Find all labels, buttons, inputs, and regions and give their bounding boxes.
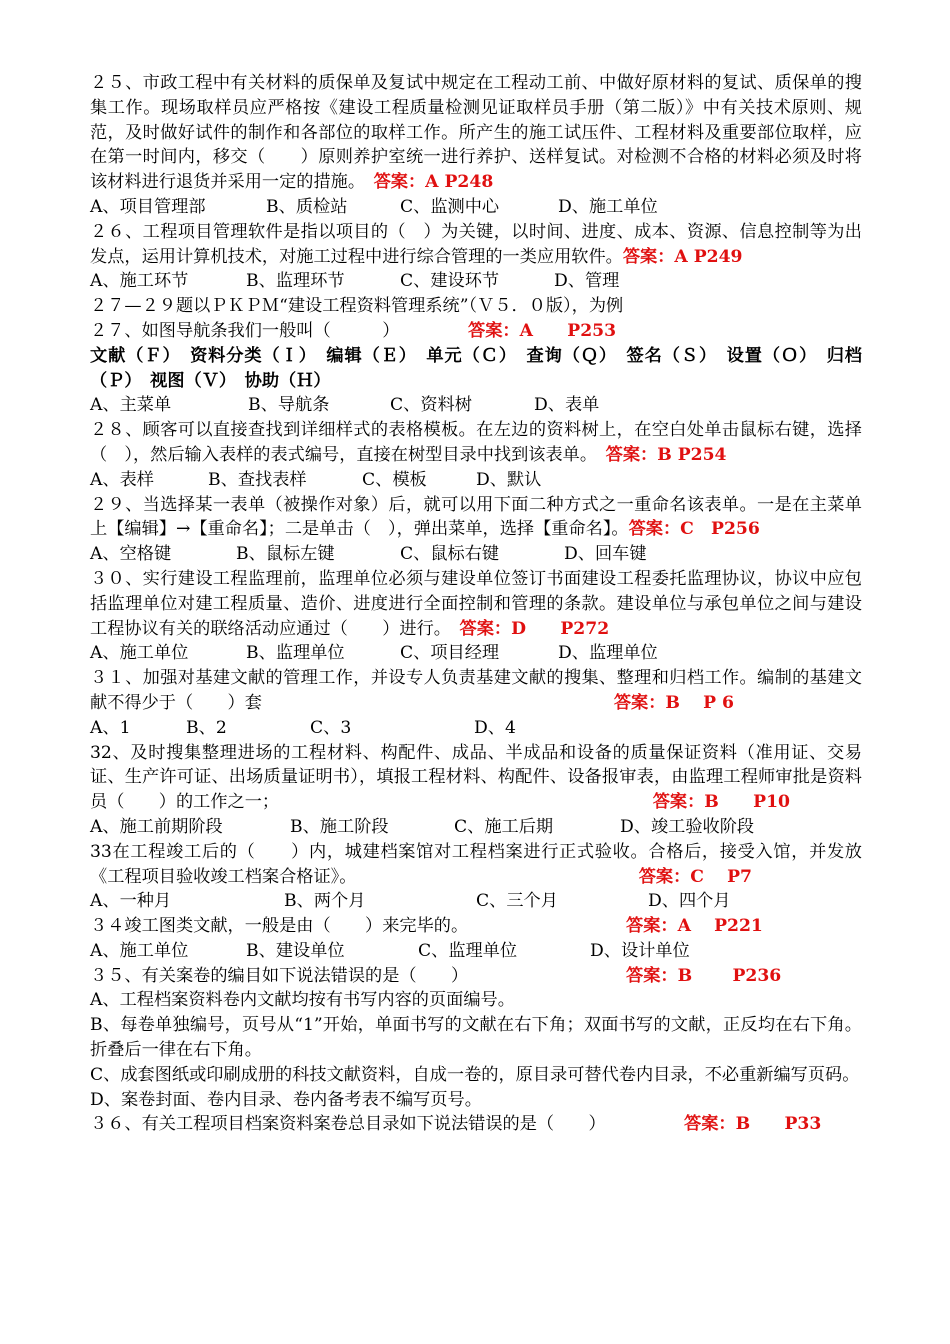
document-page	[90, 71, 862, 1137]
question-text: ３４竣工图类文献，一般是由（ ）来完毕的。	[90, 916, 469, 937]
option-d: D、监理单位	[558, 643, 658, 664]
answer-label: 答案：D P272	[459, 618, 610, 639]
answer-label: 答案：C P7	[638, 866, 752, 887]
option-b: B、监理环节	[246, 271, 345, 292]
question-text: ３０、实行建设工程监理前，监理单位必须与建设单位签订书面建设工程委托监理协议，协议中应包括监理单位对建工程质量、造价、进度进行全面控制和管理的条款。建设单位与承包单位之间与建设工程协议有关的联络活动应通过（ ）进行。	[90, 568, 862, 639]
option-c: C、监测中心	[400, 196, 500, 217]
option-b: B、监理单位	[246, 643, 345, 664]
option-b: B、两个月	[284, 891, 366, 912]
options-row	[90, 889, 862, 914]
answer-label: 答案：B P 6	[613, 692, 734, 713]
option-a: A、施工单位	[90, 643, 189, 664]
question-text: ２９、当选择某一表单（被操作对象）后，就可以用下面二种方式之一重命名该表单。一是在主菜单上【编辑】→【重命名】；二是单击（ ），弹出菜单，选择【重命名】。	[90, 494, 862, 540]
answer-label: 答案：A P248	[373, 172, 494, 193]
options-row	[90, 939, 862, 964]
answer-label: 答案：A P249	[622, 246, 743, 267]
question-30	[90, 567, 862, 641]
option-a: A、施工单位	[90, 940, 189, 961]
option-c: C、鼠标右键	[400, 544, 500, 565]
question-text: ３５、有关案卷的编目如下说法错误的是（ ）	[90, 965, 469, 986]
option-c: C、项目经理	[400, 643, 500, 664]
option-a: A、施工环节	[90, 271, 189, 292]
question-text: ２７、如图导航条我们一般叫（ ）	[90, 320, 400, 341]
question-35	[90, 964, 862, 989]
navigation-menu-example: 文献（Ｆ） 资料分类（Ｉ） 编辑（Ｅ） 单元（Ｃ） 查询（Ｑ） 签名（Ｓ） 设置（Ｏ） 归档（Ｐ） 视图（Ｖ） 协助（Ｈ）	[90, 345, 862, 391]
option-d: D、案卷封面、卷内目录、卷内备考表不编写页号。	[90, 1089, 482, 1110]
answer-label: 答案：B P236	[626, 965, 782, 986]
question-text: 33在工程竣工后的（ ）内，城建档案馆对工程档案进行正式验收。合格后，接受入馆，并发放《工程项目验收竣工档案合格证》。	[90, 841, 862, 887]
question-text: ３１、加强对基建文献的管理工作，并设专人负责基建文献的搜集、整理和归档工作。编制的基建文献不得少于（ ）套	[90, 668, 862, 713]
option-b: B、建设单位	[246, 940, 345, 961]
options-row	[90, 815, 862, 840]
option-d: D、表单	[534, 395, 600, 416]
question-27	[90, 319, 862, 344]
option-c: C、模板	[362, 469, 427, 490]
option-a: A、项目管理部	[90, 196, 206, 217]
option-a: A、表样	[90, 469, 154, 490]
question-25	[90, 71, 862, 195]
option-d: D、默认	[476, 469, 542, 490]
question-text: ３６、有关工程项目档案资料案卷总目录如下说法错误的是（ ）	[90, 1114, 606, 1135]
answer-label: 答案：B P10	[652, 792, 790, 813]
options-row	[90, 393, 862, 418]
option-c: C、资料树	[390, 395, 472, 416]
options-row	[90, 195, 862, 220]
options-row	[90, 269, 862, 294]
question-text: ２８、顾客可以直接查找到详细样式的表格模板。在左边的资料树上，在空白处单击鼠标右键，选择（ ），然后输入表样的表式编号，直接在树型目录中找到该表单。	[90, 420, 862, 465]
question-text: ２５、市政工程中有关材料的质保单及复试中规定在工程动工前、中做好原材料的复试、质保单的搜集工作。现场取样员应严格按《建设工程质量检测见证取样员手册（第二版）》中有关技术原则、规范，及时做好试件的制作和各部位的取样工作。所产生的施工试压件、工程材料及重要部位取样，应在第一时间内，移交（ ）原则养护室统一进行养护、送样复试。对检测不合格的材料必须及时将该材料进行退货并采用一定的措施。	[90, 73, 862, 193]
option-a: A、1	[90, 717, 131, 738]
option-a: A、一种月	[90, 891, 172, 912]
option-b: B、施工阶段	[290, 816, 389, 837]
option-d: D、竣工验收阶段	[620, 816, 755, 837]
option-c: C、三个月	[476, 891, 558, 912]
option-a: A、工程档案资料卷内文献均按有书写内容的页面编号。	[90, 990, 515, 1011]
question-28	[90, 418, 862, 468]
answer-label: 答案：B P33	[684, 1114, 822, 1135]
option-d: D、回车键	[564, 544, 647, 565]
option-c: C、成套图纸或印刷成册的科技文献资料，自成一卷的，原目录可替代卷内目录，不必重新编写页码。	[90, 1064, 860, 1085]
option-d: D、4	[474, 717, 516, 738]
option-d: D、管理	[554, 271, 620, 292]
answer-label: 答案：B P254	[605, 444, 727, 465]
options-row	[90, 641, 862, 666]
options-row	[90, 542, 862, 567]
option-c: C、建设环节	[400, 271, 500, 292]
option-d: D、四个月	[648, 891, 731, 912]
option-a: A、主菜单	[90, 395, 172, 416]
options-row	[90, 716, 862, 741]
question-text: ２６、工程项目管理软件是指以项目的（ ）为关键，以时间、进度、成本、资源、信息控制等为出发点，运用计算机技术，对施工过程中进行综合管理的一类应用软件。	[90, 221, 862, 267]
option-c: C、3	[310, 717, 352, 738]
answer-label: 答案：C P256	[628, 519, 760, 540]
option-b: B、导航条	[248, 395, 330, 416]
answer-label: 答案：A P221	[626, 916, 763, 937]
question-29	[90, 493, 862, 543]
option-b: B、鼠标左键	[236, 544, 335, 565]
answer-label: 答案：A P253	[468, 320, 617, 341]
option-c: C、施工后期	[454, 816, 554, 837]
option-d: D、施工单位	[558, 196, 658, 217]
option-c: C、监理单位	[418, 940, 518, 961]
option-a: A、空格键	[90, 544, 172, 565]
option-d: D、设计单位	[590, 940, 690, 961]
option-b: B、每卷单独编号，页号从“1”开始，单面书写的文献在右下角；双面书写的文献，正反均在右下角。折叠后一律在右下角。	[90, 1015, 862, 1061]
question-text: 32、及时搜集整理进场的工程材料、构配件、成品、半成品和设备的质量保证资料（准用证、交易证、生产许可证、出场质量证明书），填报工程材料、构配件、设备报审表，由监理工程师审批是资料员（ ）的工作之一；	[90, 742, 862, 813]
option-b: B、2	[186, 717, 227, 738]
option-a: A、施工前期阶段	[90, 816, 223, 837]
option-b: B、质检站	[266, 196, 348, 217]
option-b: B、查找表样	[208, 469, 307, 490]
options-row	[90, 468, 862, 493]
question-26	[90, 220, 862, 270]
question-34	[90, 914, 862, 939]
question-36	[90, 1112, 862, 1137]
section-intro: ２７—２９题以ＰＫＰＭ“建设工程资料管理系统”（Ｖ５．０版），为例	[90, 296, 624, 317]
